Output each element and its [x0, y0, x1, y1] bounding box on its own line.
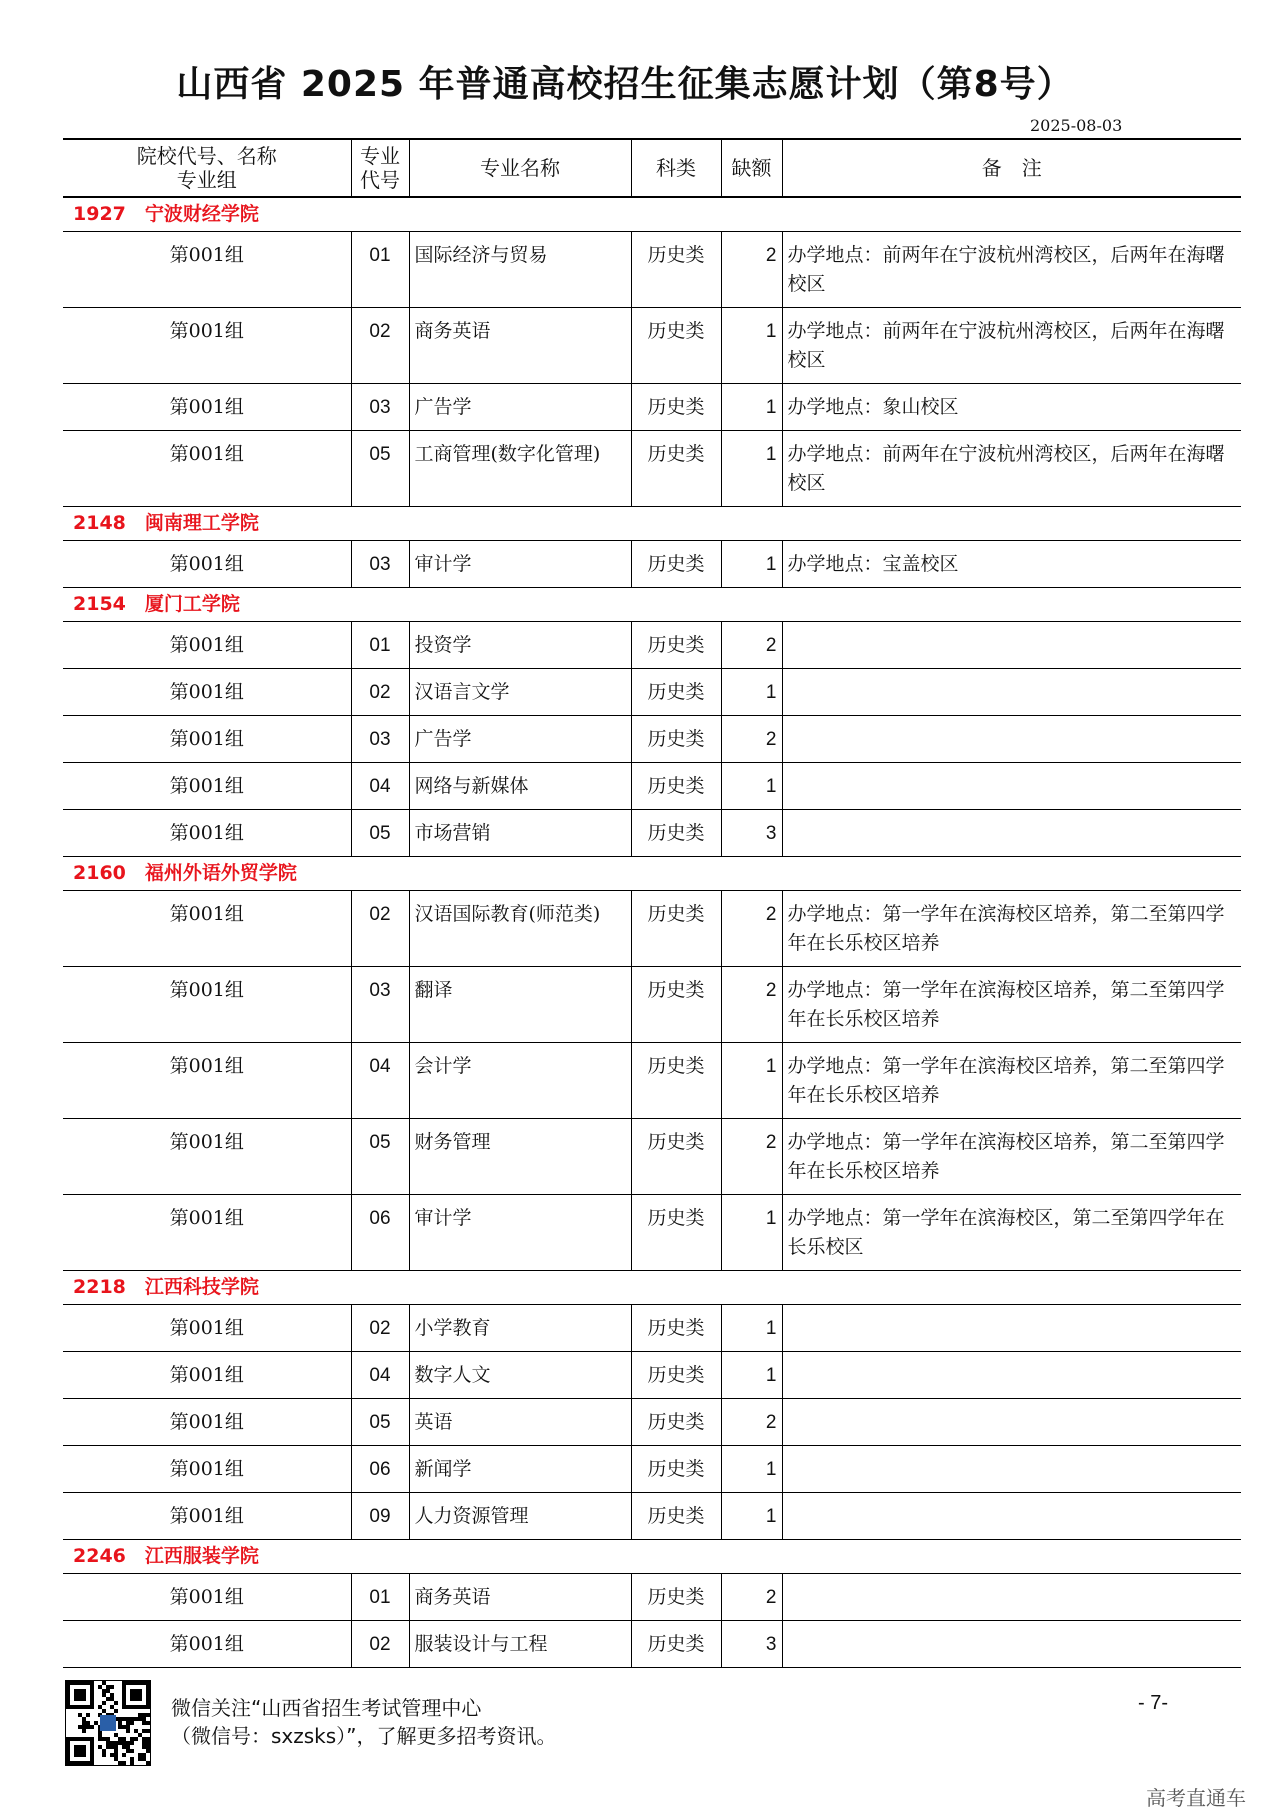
remark-cell: 办学地点：宝盖校区 [782, 541, 1241, 588]
header-school-group [63, 139, 351, 197]
header-school-group-line2: 专业组 [176, 168, 237, 192]
group-cell: 第001组 [63, 669, 351, 716]
major-name-cell: 投资学 [409, 622, 631, 669]
school-header-row [63, 507, 1241, 541]
category-cell: 历史类 [631, 810, 721, 857]
major-name-cell: 翻译 [409, 967, 631, 1043]
quota-cell: 2 [721, 1399, 782, 1446]
group-cell: 第001组 [63, 1305, 351, 1352]
page-title: 山西省 2025 年普通高校招生征集志愿计划（第8号） [176, 64, 1074, 105]
quota-cell: 1 [721, 431, 782, 507]
major-name-cell: 汉语言文学 [409, 669, 631, 716]
school-name: 2246 江西服装学院 [63, 1540, 1241, 1574]
quota-cell: 2 [721, 967, 782, 1043]
header-major-code-line2: 代号 [360, 168, 400, 192]
remark-cell: 办学地点：第一学年在滨海校区培养，第二至第四学年在长乐校区培养 [782, 891, 1241, 967]
quota-cell: 1 [721, 308, 782, 384]
remark-cell [782, 1352, 1241, 1399]
major-code-cell: 03 [351, 967, 409, 1043]
major-code-cell: 05 [351, 1399, 409, 1446]
quota-cell: 2 [721, 1574, 782, 1621]
group-cell: 第001组 [63, 1493, 351, 1540]
group-cell: 第001组 [63, 1446, 351, 1493]
major-name-cell: 广告学 [409, 716, 631, 763]
remark-cell: 办学地点：第一学年在滨海校区，第二至第四学年在长乐校区 [782, 1195, 1241, 1271]
category-cell: 历史类 [631, 1399, 721, 1446]
major-name-cell: 审计学 [409, 541, 631, 588]
major-name-cell: 会计学 [409, 1043, 631, 1119]
major-name-cell: 汉语国际教育(师范类) [409, 891, 631, 967]
quota-cell: 1 [721, 669, 782, 716]
group-cell: 第001组 [63, 1574, 351, 1621]
school-header-row [63, 1540, 1241, 1574]
major-code-cell: 02 [351, 669, 409, 716]
category-cell: 历史类 [631, 716, 721, 763]
category-cell: 历史类 [631, 431, 721, 507]
quota-cell: 3 [721, 810, 782, 857]
category-cell: 历史类 [631, 308, 721, 384]
group-cell: 第001组 [63, 431, 351, 507]
quota-cell: 1 [721, 384, 782, 431]
wechat-notice-line1: 微信关注“山西省招生考试管理中心 [171, 1696, 482, 1720]
table-row [63, 810, 1241, 857]
major-code-cell: 03 [351, 541, 409, 588]
major-code-cell: 04 [351, 1043, 409, 1119]
remark-cell [782, 716, 1241, 763]
remark-cell: 办学地点：第一学年在滨海校区培养，第二至第四学年在长乐校区培养 [782, 1119, 1241, 1195]
header-major-name: 专业名称 [409, 139, 631, 197]
remark-cell: 办学地点：第一学年在滨海校区培养，第二至第四学年在长乐校区培养 [782, 1043, 1241, 1119]
school-header-row [63, 1271, 1241, 1305]
header-quota: 缺额 [721, 139, 782, 197]
wechat-notice-line2: （微信号：sxzsks）”，了解更多招考资讯。 [171, 1724, 557, 1748]
category-cell: 历史类 [631, 541, 721, 588]
remark-cell [782, 763, 1241, 810]
category-cell: 历史类 [631, 1446, 721, 1493]
major-name-cell: 人力资源管理 [409, 1493, 631, 1540]
major-code-cell: 04 [351, 1352, 409, 1399]
major-name-cell: 数字人文 [409, 1352, 631, 1399]
major-name-cell: 审计学 [409, 1195, 631, 1271]
group-cell: 第001组 [63, 622, 351, 669]
major-name-cell: 财务管理 [409, 1119, 631, 1195]
header-school-group-line1: 院校代号、名称 [136, 144, 277, 168]
header-major-code [351, 139, 409, 197]
page-footer [63, 1680, 1241, 1770]
category-cell: 历史类 [631, 232, 721, 308]
table-row [63, 669, 1241, 716]
watermark-text: 高考直通车 [1146, 1786, 1246, 1810]
table-row [63, 1352, 1241, 1399]
remark-cell [782, 669, 1241, 716]
major-name-cell: 国际经济与贸易 [409, 232, 631, 308]
table-row [63, 431, 1241, 507]
major-name-cell: 网络与新媒体 [409, 763, 631, 810]
quota-cell: 1 [721, 1305, 782, 1352]
group-cell: 第001组 [63, 541, 351, 588]
category-cell: 历史类 [631, 967, 721, 1043]
major-name-cell: 英语 [409, 1399, 631, 1446]
table-row [63, 1574, 1241, 1621]
remark-cell: 办学地点：前两年在宁波杭州湾校区，后两年在海曙校区 [782, 232, 1241, 308]
major-code-cell: 02 [351, 1621, 409, 1668]
remark-cell [782, 1399, 1241, 1446]
group-cell: 第001组 [63, 232, 351, 308]
major-code-cell: 06 [351, 1446, 409, 1493]
category-cell: 历史类 [631, 622, 721, 669]
school-header-row [63, 588, 1241, 622]
major-name-cell: 服装设计与工程 [409, 1621, 631, 1668]
quota-cell: 2 [721, 232, 782, 308]
category-cell: 历史类 [631, 1621, 721, 1668]
major-name-cell: 小学教育 [409, 1305, 631, 1352]
table-row [63, 763, 1241, 810]
category-cell: 历史类 [631, 1119, 721, 1195]
major-name-cell: 商务英语 [409, 308, 631, 384]
category-cell: 历史类 [631, 1574, 721, 1621]
header-remark: 备 注 [782, 139, 1241, 197]
school-name: 2218 江西科技学院 [63, 1271, 1241, 1305]
major-code-cell: 05 [351, 810, 409, 857]
group-cell: 第001组 [63, 967, 351, 1043]
table-row [63, 1493, 1241, 1540]
major-name-cell: 广告学 [409, 384, 631, 431]
enrollment-plan-table [63, 138, 1241, 1668]
group-cell: 第001组 [63, 1352, 351, 1399]
remark-cell: 办学地点：前两年在宁波杭州湾校区，后两年在海曙校区 [782, 308, 1241, 384]
major-name-cell: 市场营销 [409, 810, 631, 857]
quota-cell: 1 [721, 541, 782, 588]
group-cell: 第001组 [63, 716, 351, 763]
category-cell: 历史类 [631, 763, 721, 810]
school-name: 2154 厦门工学院 [63, 588, 1241, 622]
major-code-cell: 02 [351, 891, 409, 967]
group-cell: 第001组 [63, 1043, 351, 1119]
school-header-row [63, 857, 1241, 891]
quota-cell: 1 [721, 1195, 782, 1271]
major-code-cell: 01 [351, 232, 409, 308]
quota-cell: 1 [721, 763, 782, 810]
major-name-cell: 工商管理(数字化管理) [409, 431, 631, 507]
qr-code-icon [65, 1680, 151, 1766]
major-code-cell: 06 [351, 1195, 409, 1271]
major-code-cell: 04 [351, 763, 409, 810]
school-name: 2160 福州外语外贸学院 [63, 857, 1241, 891]
remark-cell: 办学地点：第一学年在滨海校区培养，第二至第四学年在长乐校区培养 [782, 967, 1241, 1043]
group-cell: 第001组 [63, 891, 351, 967]
remark-cell [782, 1493, 1241, 1540]
table-row [63, 384, 1241, 431]
quota-cell: 2 [721, 622, 782, 669]
group-cell: 第001组 [63, 1621, 351, 1668]
quota-cell: 3 [721, 1621, 782, 1668]
table-row [63, 308, 1241, 384]
table-row [63, 1399, 1241, 1446]
quota-cell: 1 [721, 1493, 782, 1540]
table-row [63, 622, 1241, 669]
remark-cell: 办学地点：前两年在宁波杭州湾校区，后两年在海曙校区 [782, 431, 1241, 507]
page-number: - 7- [1138, 1692, 1168, 1714]
quota-cell: 2 [721, 891, 782, 967]
major-code-cell: 03 [351, 384, 409, 431]
group-cell: 第001组 [63, 384, 351, 431]
category-cell: 历史类 [631, 1493, 721, 1540]
category-cell: 历史类 [631, 669, 721, 716]
table-header-row [63, 139, 1241, 197]
table-row [63, 1043, 1241, 1119]
remark-cell [782, 810, 1241, 857]
category-cell: 历史类 [631, 1352, 721, 1399]
table-row [63, 232, 1241, 308]
remark-cell [782, 622, 1241, 669]
major-code-cell: 01 [351, 622, 409, 669]
table-row [63, 891, 1241, 967]
category-cell: 历史类 [631, 384, 721, 431]
header-major-code-line1: 专业 [360, 144, 400, 168]
table-row [63, 1305, 1241, 1352]
major-code-cell: 02 [351, 1305, 409, 1352]
quota-cell: 2 [721, 716, 782, 763]
major-code-cell: 05 [351, 1119, 409, 1195]
category-cell: 历史类 [631, 1305, 721, 1352]
school-header-row [63, 197, 1241, 232]
remark-cell [782, 1446, 1241, 1493]
remark-cell [782, 1621, 1241, 1668]
publish-date: 2025-08-03 [1030, 116, 1123, 135]
group-cell: 第001组 [63, 810, 351, 857]
remark-cell: 办学地点：象山校区 [782, 384, 1241, 431]
remark-cell [782, 1305, 1241, 1352]
table-row [63, 967, 1241, 1043]
group-cell: 第001组 [63, 1195, 351, 1271]
header-category: 科类 [631, 139, 721, 197]
category-cell: 历史类 [631, 1195, 721, 1271]
table-row [63, 1446, 1241, 1493]
major-code-cell: 02 [351, 308, 409, 384]
major-code-cell: 01 [351, 1574, 409, 1621]
group-cell: 第001组 [63, 1399, 351, 1446]
school-name: 2148 闽南理工学院 [63, 507, 1241, 541]
school-name: 1927 宁波财经学院 [63, 197, 1241, 232]
table-row [63, 1195, 1241, 1271]
group-cell: 第001组 [63, 1119, 351, 1195]
quota-cell: 2 [721, 1119, 782, 1195]
quota-cell: 1 [721, 1043, 782, 1119]
group-cell: 第001组 [63, 308, 351, 384]
remark-cell [782, 1574, 1241, 1621]
group-cell: 第001组 [63, 763, 351, 810]
table-row [63, 1119, 1241, 1195]
table-row [63, 1621, 1241, 1668]
major-code-cell: 03 [351, 716, 409, 763]
table-body [63, 197, 1241, 1668]
major-code-cell: 09 [351, 1493, 409, 1540]
major-code-cell: 05 [351, 431, 409, 507]
category-cell: 历史类 [631, 1043, 721, 1119]
major-name-cell: 新闻学 [409, 1446, 631, 1493]
table-row [63, 541, 1241, 588]
table-row [63, 716, 1241, 763]
major-name-cell: 商务英语 [409, 1574, 631, 1621]
category-cell: 历史类 [631, 891, 721, 967]
quota-cell: 1 [721, 1352, 782, 1399]
quota-cell: 1 [721, 1446, 782, 1493]
